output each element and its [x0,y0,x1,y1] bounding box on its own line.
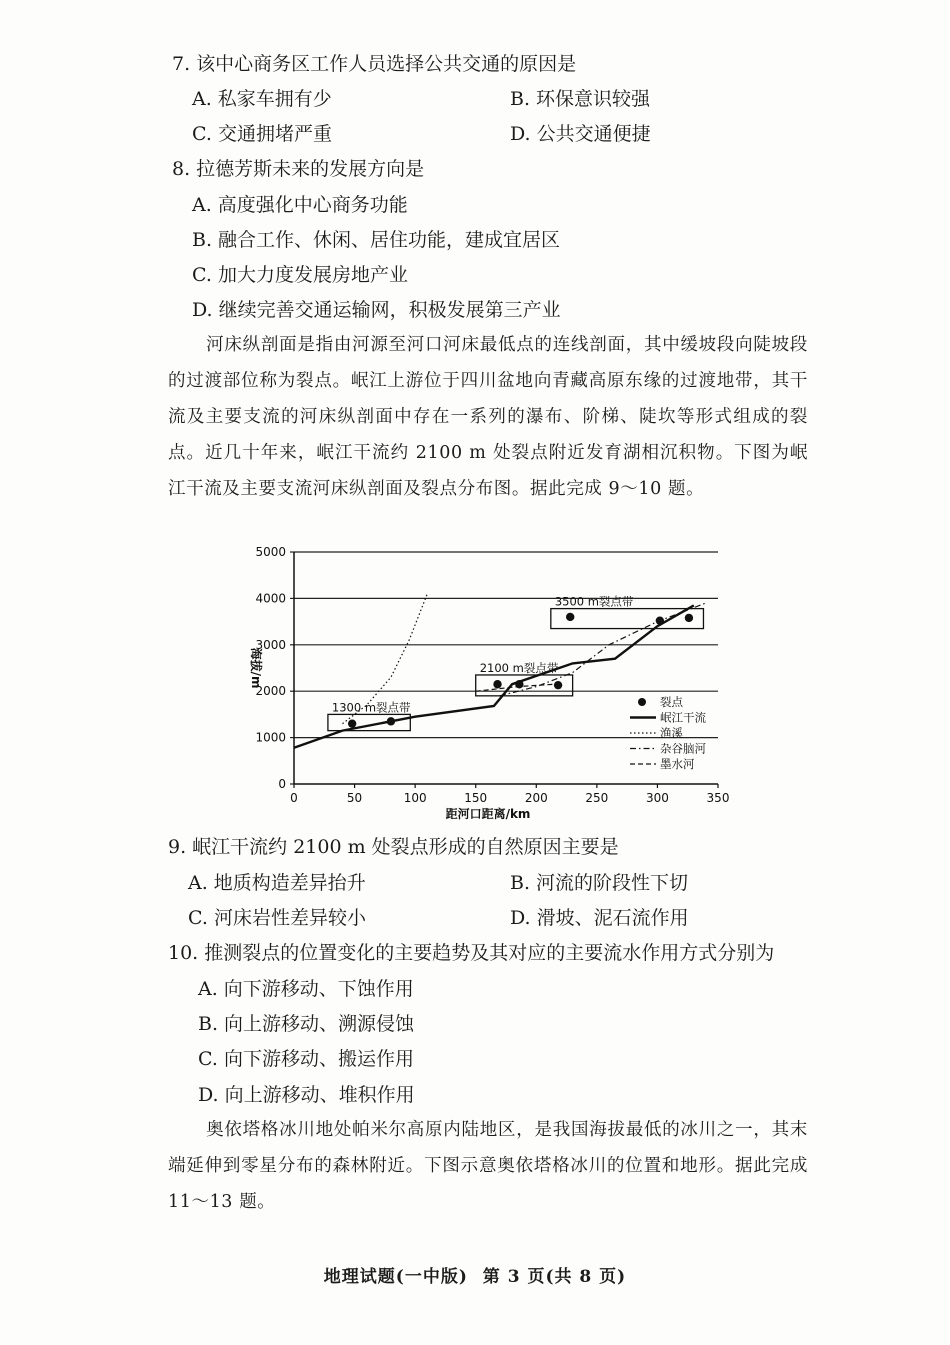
chart-svg [240,540,740,830]
knickpoint-zone-box [328,714,410,730]
x-tick-label: 150 [464,791,488,805]
question-8-stem: 8. 拉德芳斯未来的发展方向是 [172,158,425,180]
question-10-option-a: A. 向下游移动、下蚀作用 [198,978,414,1000]
legend-knickpoint-label: 裂点 [660,695,683,709]
question-7-option-c: C. 交通拥堵严重 [192,123,332,145]
series-line-3 [476,684,555,691]
legend-label-3: 墨水河 [660,757,695,771]
x-tick-label: 50 [346,791,363,805]
y-tick-label: 0 [278,777,286,791]
question-9-option-a: A. 地质构造差异抬升 [188,872,366,894]
knickpoint-marker [685,614,693,622]
y-tick-label: 1000 [255,730,286,745]
knickpoint-marker [554,681,562,689]
page-footer [0,1262,950,1287]
question-8-option-d: D. 继续完善交通运输网，积极发展第三产业 [192,299,561,321]
question-8-option-c: C. 加大力度发展房地产业 [192,264,408,286]
question-7-option-b: B. 环保意识较强 [510,88,651,110]
knickpoint-marker [387,717,395,725]
y-tick-label: 4000 [255,591,286,606]
knickpoint-zone-label: 2100 m裂点带 [479,660,559,675]
y-tick-label: 2000 [255,684,286,699]
question-7-option-d: D. 公共交通便捷 [510,123,651,145]
passage-river-profile [168,327,808,507]
footer-page-number: 第 3 页(共 8 页) [482,1267,627,1287]
question-9-option-d: D. 滑坡、泥石流作用 [510,907,689,929]
question-10-stem: 10. 推测裂点的位置变化的主要趋势及其对应的主要流水作用方式分别为 [168,942,775,964]
legend-label-2: 杂谷脑河 [660,741,706,756]
x-tick-label: 100 [403,791,427,805]
question-9-option-b: B. 河流的阶段性下切 [510,872,689,894]
knickpoint-marker [566,613,574,621]
y-axis-label: 海拔/m [249,647,263,689]
x-tick-label: 0 [290,791,298,805]
passage-glacier [168,1112,808,1220]
question-9-option-c: C. 河床岩性差异较小 [188,907,366,929]
question-10-option-c: C. 向下游移动、搬运作用 [198,1048,414,1070]
knickpoint-marker [348,719,356,727]
question-7-option-a: A. 私家车拥有少 [192,88,332,110]
x-tick-label: 250 [585,791,609,805]
knickpoint-marker [656,616,664,624]
knickpoint-zone-label: 1300 m裂点带 [331,700,411,715]
question-10-option-b: B. 向上游移动、溯源侵蚀 [198,1013,415,1035]
x-tick-label: 350 [706,791,730,805]
x-tick-label: 200 [524,791,548,805]
question-8-option-b: B. 融合工作、休闲、居住功能，建成宜居区 [192,229,561,251]
legend-knickpoint-marker [638,698,646,706]
footer-subject: 地理试题(一中版) [323,1267,468,1287]
x-axis-label: 距河口距离/km [445,807,531,821]
question-9-stem: 9. 岷江干流约 2100 m 处裂点形成的自然原因主要是 [168,836,619,858]
knickpoint-marker [515,680,523,688]
legend-label-0: 岷江干流 [660,710,706,725]
y-tick-label: 3000 [255,637,286,652]
y-tick-label: 5000 [255,545,286,559]
x-tick-label: 300 [645,791,669,805]
legend-label-1: 渔溪 [660,726,683,740]
river-profile-chart [240,540,740,830]
passage-river-profile-text: 河床纵剖面是指由河源至河口河床最低点的连线剖面，其中缓坡段向陡坡段的过渡部位称为裂点。岷江上游位于四川盆地向青藏高原东缘的过渡地带，其干流及主要支流的河床纵剖面中存在一系列的瀑布、阶梯、陡坎等形式组成的裂点。近几十年来，岷江干流约 2100 m 处裂点附近发育湖相沉积物。下图为岷江干流及主要支流河床纵剖面及裂点分布图。据此完成 9～10 题。 [168,335,808,499]
knickpoint-marker [493,680,501,688]
question-7-stem: 7. 该中心商务区工作人员选择公共交通的原因是 [172,53,577,75]
knickpoint-zone-label: 3500 m裂点带 [554,594,634,609]
passage-glacier-text: 奥依塔格冰川地处帕米尔高原内陆地区，是我国海拔最低的冰川之一，其末端延伸到零星分布的森林附近。下图示意奥依塔格冰川的位置和地形。据此完成 11～13 题。 [168,1120,808,1212]
question-8-option-a: A. 高度强化中心商务功能 [192,194,408,216]
question-10-option-d: D. 向上游移动、堆积作用 [198,1084,415,1106]
